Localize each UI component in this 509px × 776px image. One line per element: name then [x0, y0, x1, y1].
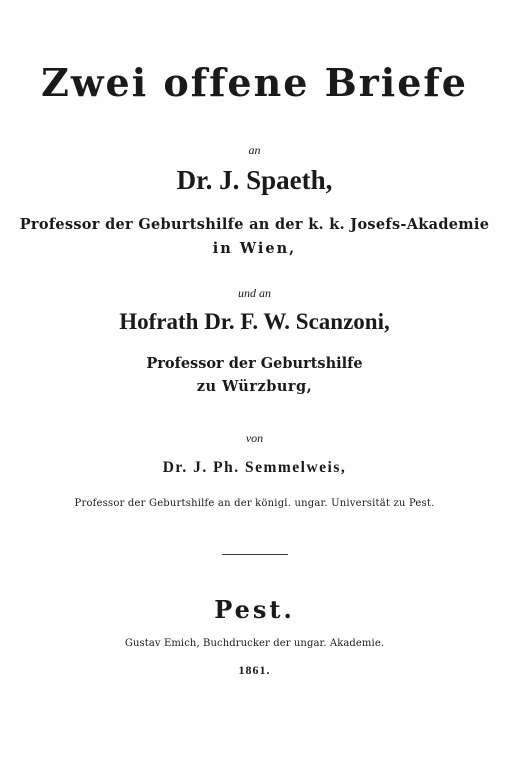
addressee-2-name: Hofrath Dr. F. W. Scanzoni,	[119, 309, 390, 334]
addressee-1-affiliation: Professor der Geburtshilfe an der k. k. Josefs-Akademie	[19, 216, 490, 233]
imprint-year: 1861.	[238, 663, 271, 677]
divider-rule	[222, 554, 288, 555]
connector-von: von	[245, 431, 264, 445]
author-affiliation: Professor der Geburtshilfe an der königl. ungar. Universität zu Pest.	[74, 498, 435, 509]
author-name: Dr. J. Ph. Semmelweis,	[162, 459, 347, 476]
imprint-printer: Gustav Emich, Buchdrucker der ungar. Akademie.	[124, 638, 385, 649]
connector-und-an: und an	[238, 286, 271, 300]
imprint-place: Pest.	[214, 595, 295, 624]
addressee-1-name: Dr. J. Spaeth,	[176, 165, 333, 195]
addressee-2-affiliation: Professor der Geburtshilfe	[146, 355, 363, 372]
connector-an: an	[248, 143, 261, 157]
book-title: Zwei offene Briefe	[41, 60, 468, 105]
addressee-2-city: zu Würzburg,	[196, 378, 313, 395]
addressee-1-city: in Wien,	[212, 240, 297, 257]
